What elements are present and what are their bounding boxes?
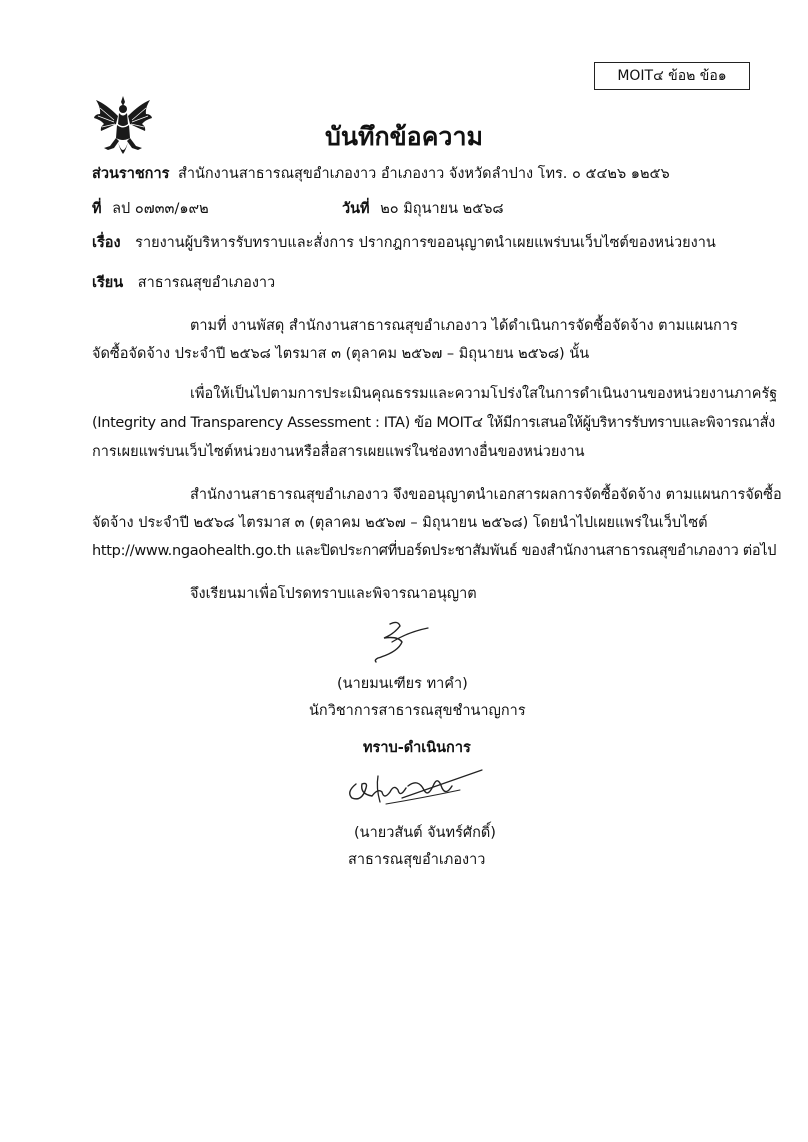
subject-value: รายงานผู้บริหารรับทราบและสั่งการ ปรากฎการขออนุญาตนำเผยแพร่บนเว็บไซต์ของหน่วยงาน <box>135 235 716 251</box>
paragraph-2-line-2: (Integrity and Transparency Assessment : ITA) ข้อ MOIT๔ ให้มีการเสนอให้ผู้บริหารรับทราบและพิจารณาสั่ง <box>92 415 775 431</box>
document-title: บันทึกข้อความ <box>325 122 483 151</box>
doc-number-row <box>92 199 209 219</box>
subject-row <box>92 233 716 253</box>
agency-label: ส่วนราชการ <box>92 166 170 182</box>
signer-1-name: (นายมนเฑียร ทาคำ) <box>337 676 468 692</box>
signer-1-position: นักวิชาการสาธารณสุขชำนาญการ <box>309 703 526 719</box>
paragraph-3-line-2: จัดจ้าง ประจำปี ๒๕๖๘ ไตรมาส ๓ (ตุลาคม ๒๕๖๗ – มิถุนายน ๒๕๖๘) โดยนำไปเผยแพร่ในเว็บไซต์ <box>92 515 708 531</box>
paragraph-2-line-3: การเผยแพร่บนเว็บไซต์หน่วยงานหรือสื่อสารเผยแพร่ในช่องทางอื่นของหน่วยงาน <box>92 444 585 460</box>
signature-1 <box>368 618 440 666</box>
subject-label: เรื่อง <box>92 235 121 251</box>
paragraph-2-line-1: เพื่อให้เป็นไปตามการประเมินคุณธรรมและความโปร่งใสในการดำเนินงานของหน่วยงานภาครัฐ <box>190 386 778 402</box>
doc-number-value: ลป ๐๗๓๓/๑๙๒ <box>112 201 209 217</box>
signature-2 <box>342 762 486 812</box>
doc-number-label: ที่ <box>92 201 102 217</box>
reference-code-box: MOIT๔ ข้อ๒ ข้อ๑ <box>594 62 750 90</box>
agency-row <box>92 164 670 184</box>
approver-position: สาธารณสุขอำเภองาว <box>348 852 486 868</box>
paragraph-3-line-3: http://www.ngaohealth.go.th และปิดประกาศที่บอร์ดประชาสัมพันธ์ ของสำนักงานสาธารณสุขอำเภองาว ต่อไป <box>92 543 777 559</box>
agency-value: สำนักงานสาธารณสุขอำเภองาว อำเภองาว จังหวัดลำปาง โทร. ๐ ๕๔๒๖ ๑๒๕๖ <box>178 166 670 182</box>
paragraph-1-line-1: ตามที่ งานพัสดุ สำนักงานสาธารณสุขอำเภองาว ได้ดำเนินการจัดซื้อจัดจ้าง ตามแผนการ <box>190 318 738 334</box>
date-label: วันที่ <box>342 201 370 217</box>
recipient-label: เรียน <box>92 275 124 291</box>
paragraph-3-line-1: สำนักงานสาธารณสุขอำเภองาว จึงขออนุญาตนำเอกสารผลการจัดซื้อจัดจ้าง ตามแผนการจัดซื้อ <box>190 487 782 503</box>
recipient-value: สาธารณสุขอำเภองาว <box>137 275 276 291</box>
recipient-row <box>92 273 275 293</box>
date-row <box>342 199 504 219</box>
closing-line: จึงเรียนมาเพื่อโปรดทราบและพิจารณาอนุญาต <box>190 586 477 602</box>
paragraph-1-line-2: จัดซื้อจัดจ้าง ประจำปี ๒๕๖๘ ไตรมาส ๓ (ตุลาคม ๒๕๖๗ – มิถุนายน ๒๕๖๘) นั้น <box>92 346 590 362</box>
date-value: ๒๐ มิถุนายน ๒๕๖๘ <box>380 201 504 217</box>
approver-name: (นายวสันต์ จันทร์ศักดิ์) <box>354 825 496 841</box>
approval-label: ทราบ-ดำเนินการ <box>363 740 471 756</box>
